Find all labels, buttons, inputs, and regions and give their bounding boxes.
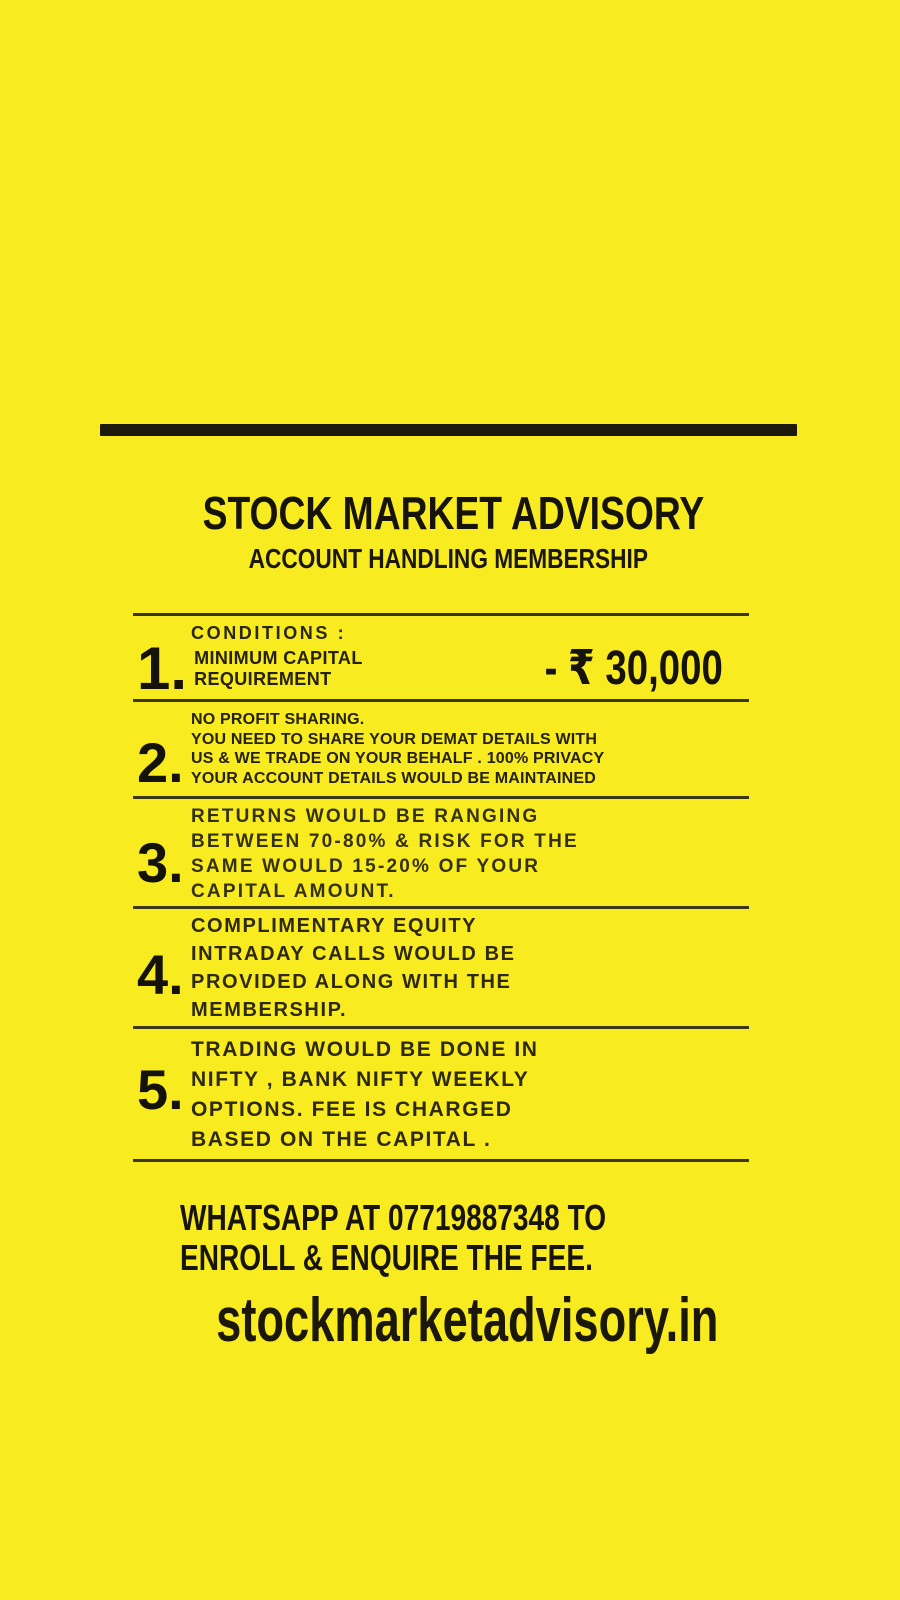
- condition-text-line: RETURNS WOULD BE RANGING: [191, 806, 540, 828]
- condition-text-line: CAPITAL AMOUNT.: [191, 881, 396, 903]
- condition-3-text: [191, 804, 749, 904]
- condition-1-text: MINIMUM CAPITAL REQUIREMENT: [194, 647, 363, 689]
- whatsapp-cta-line: WHATSAPP AT 07719887348 TO: [180, 1197, 607, 1238]
- condition-text-line: BASED ON THE CAPITAL .: [191, 1128, 492, 1152]
- website-block: [133, 1286, 749, 1355]
- condition-text-line: NIFTY , BANK NIFTY WEEKLY: [191, 1068, 530, 1092]
- condition-5-number: 5.: [137, 1058, 184, 1122]
- capital-amount-value: - ₹ 30,000: [544, 641, 723, 695]
- condition-text-line: YOU NEED TO SHARE YOUR DEMAT DETAILS WITH: [191, 730, 598, 748]
- condition-text-line: BETWEEN 70-80% & RISK FOR THE: [191, 831, 579, 853]
- header: [0, 487, 900, 574]
- page-subtitle: ACCOUNT HANDLING MEMBERSHIP: [248, 543, 648, 574]
- website-url: stockmarketadvisory.in: [216, 1286, 719, 1355]
- condition-5-text: [191, 1035, 749, 1155]
- condition-text-line: YOUR ACCOUNT DETAILS WOULD BE MAINTAINED: [191, 769, 597, 787]
- condition-1-number: 1.: [137, 635, 188, 702]
- conditions-label: CONDITIONS :: [191, 623, 347, 643]
- condition-text-line: SAME WOULD 15-20% OF YOUR: [191, 856, 541, 878]
- condition-2-text: [191, 710, 749, 788]
- condition-item-5: [133, 1029, 749, 1162]
- condition-item-1: [133, 623, 749, 702]
- condition-2-number: 2.: [137, 731, 184, 795]
- conditions-list: [133, 613, 749, 1162]
- condition-item-2: [133, 702, 749, 799]
- top-divider-bar: [100, 424, 797, 436]
- condition-3-number: 3.: [137, 831, 184, 895]
- condition-text-line: MEMBERSHIP.: [191, 999, 348, 1022]
- condition-text-line: INTRADAY CALLS WOULD BE: [191, 943, 516, 966]
- condition-4-number: 4.: [137, 943, 184, 1007]
- condition-text-line: OPTIONS. FEE IS CHARGED: [191, 1098, 513, 1122]
- condition-text-line: COMPLIMENTARY EQUITY: [191, 915, 478, 938]
- condition-4-text: [191, 912, 749, 1024]
- condition-text-line: NO PROFIT SHARING.: [191, 711, 365, 729]
- condition-text-line: TRADING WOULD BE DONE IN: [191, 1038, 539, 1062]
- condition-text-line: PROVIDED ALONG WITH THE: [191, 971, 512, 994]
- whatsapp-cta: [180, 1198, 726, 1278]
- condition-text-line: US & WE TRADE ON YOUR BEHALF . 100% PRIVACY: [191, 750, 605, 768]
- condition-1-row: [137, 635, 749, 702]
- page-title: STOCK MARKET ADVISORY: [202, 487, 705, 539]
- condition-item-3: [133, 799, 749, 909]
- whatsapp-cta-line: ENROLL & ENQUIRE THE FEE.: [180, 1237, 593, 1278]
- condition-item-4: [133, 909, 749, 1029]
